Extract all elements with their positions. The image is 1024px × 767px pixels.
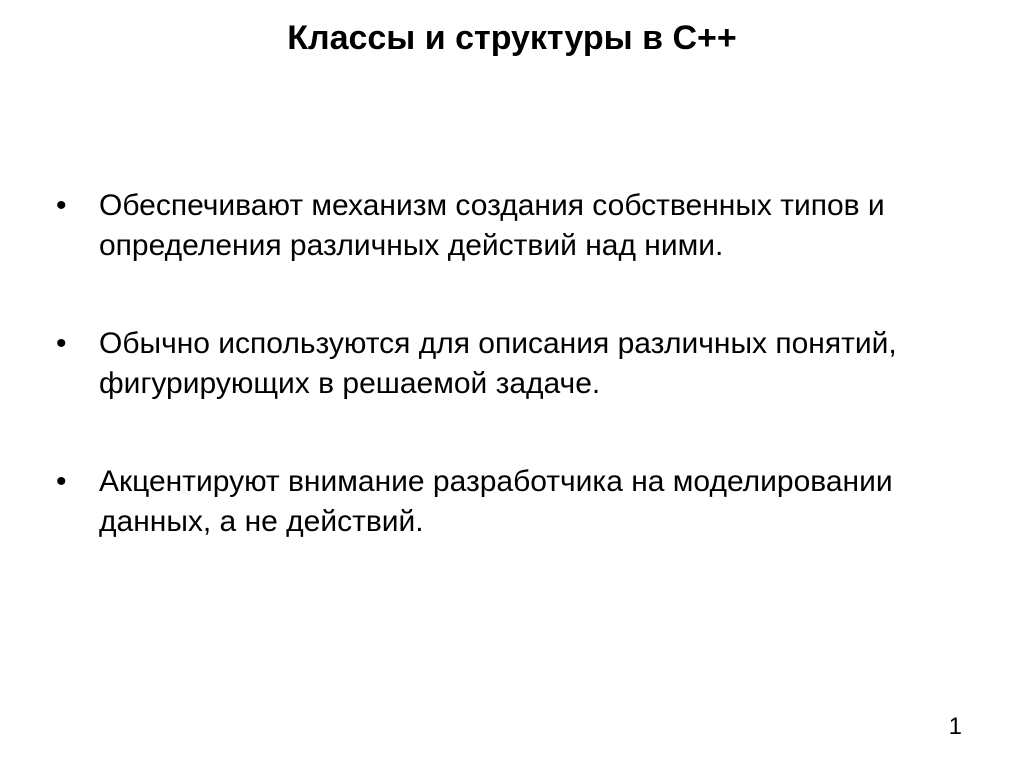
bullet-list — [56, 186, 976, 542]
bullet-item-concepts — [56, 324, 976, 404]
bullet-marker: • — [56, 189, 67, 222]
bullet-item-mechanism — [56, 186, 976, 266]
bullet-item-data-modeling — [56, 462, 976, 542]
bullet-text: Обеспечивают механизм создания собственных типов и определения различных действий над ними. — [99, 189, 885, 262]
bullet-text: Обычно используются для описания различных понятий, фигурирующих в решаемой задаче. — [99, 327, 897, 400]
bullet-marker: • — [56, 327, 67, 360]
page-number: 1 — [948, 713, 962, 740]
bullet-marker: • — [56, 465, 67, 498]
slide-title: Классы и структуры в С++ — [287, 19, 737, 57]
bullet-text: Акцентируют внимание разработчика на моделировании данных, а не действий. — [99, 465, 893, 538]
